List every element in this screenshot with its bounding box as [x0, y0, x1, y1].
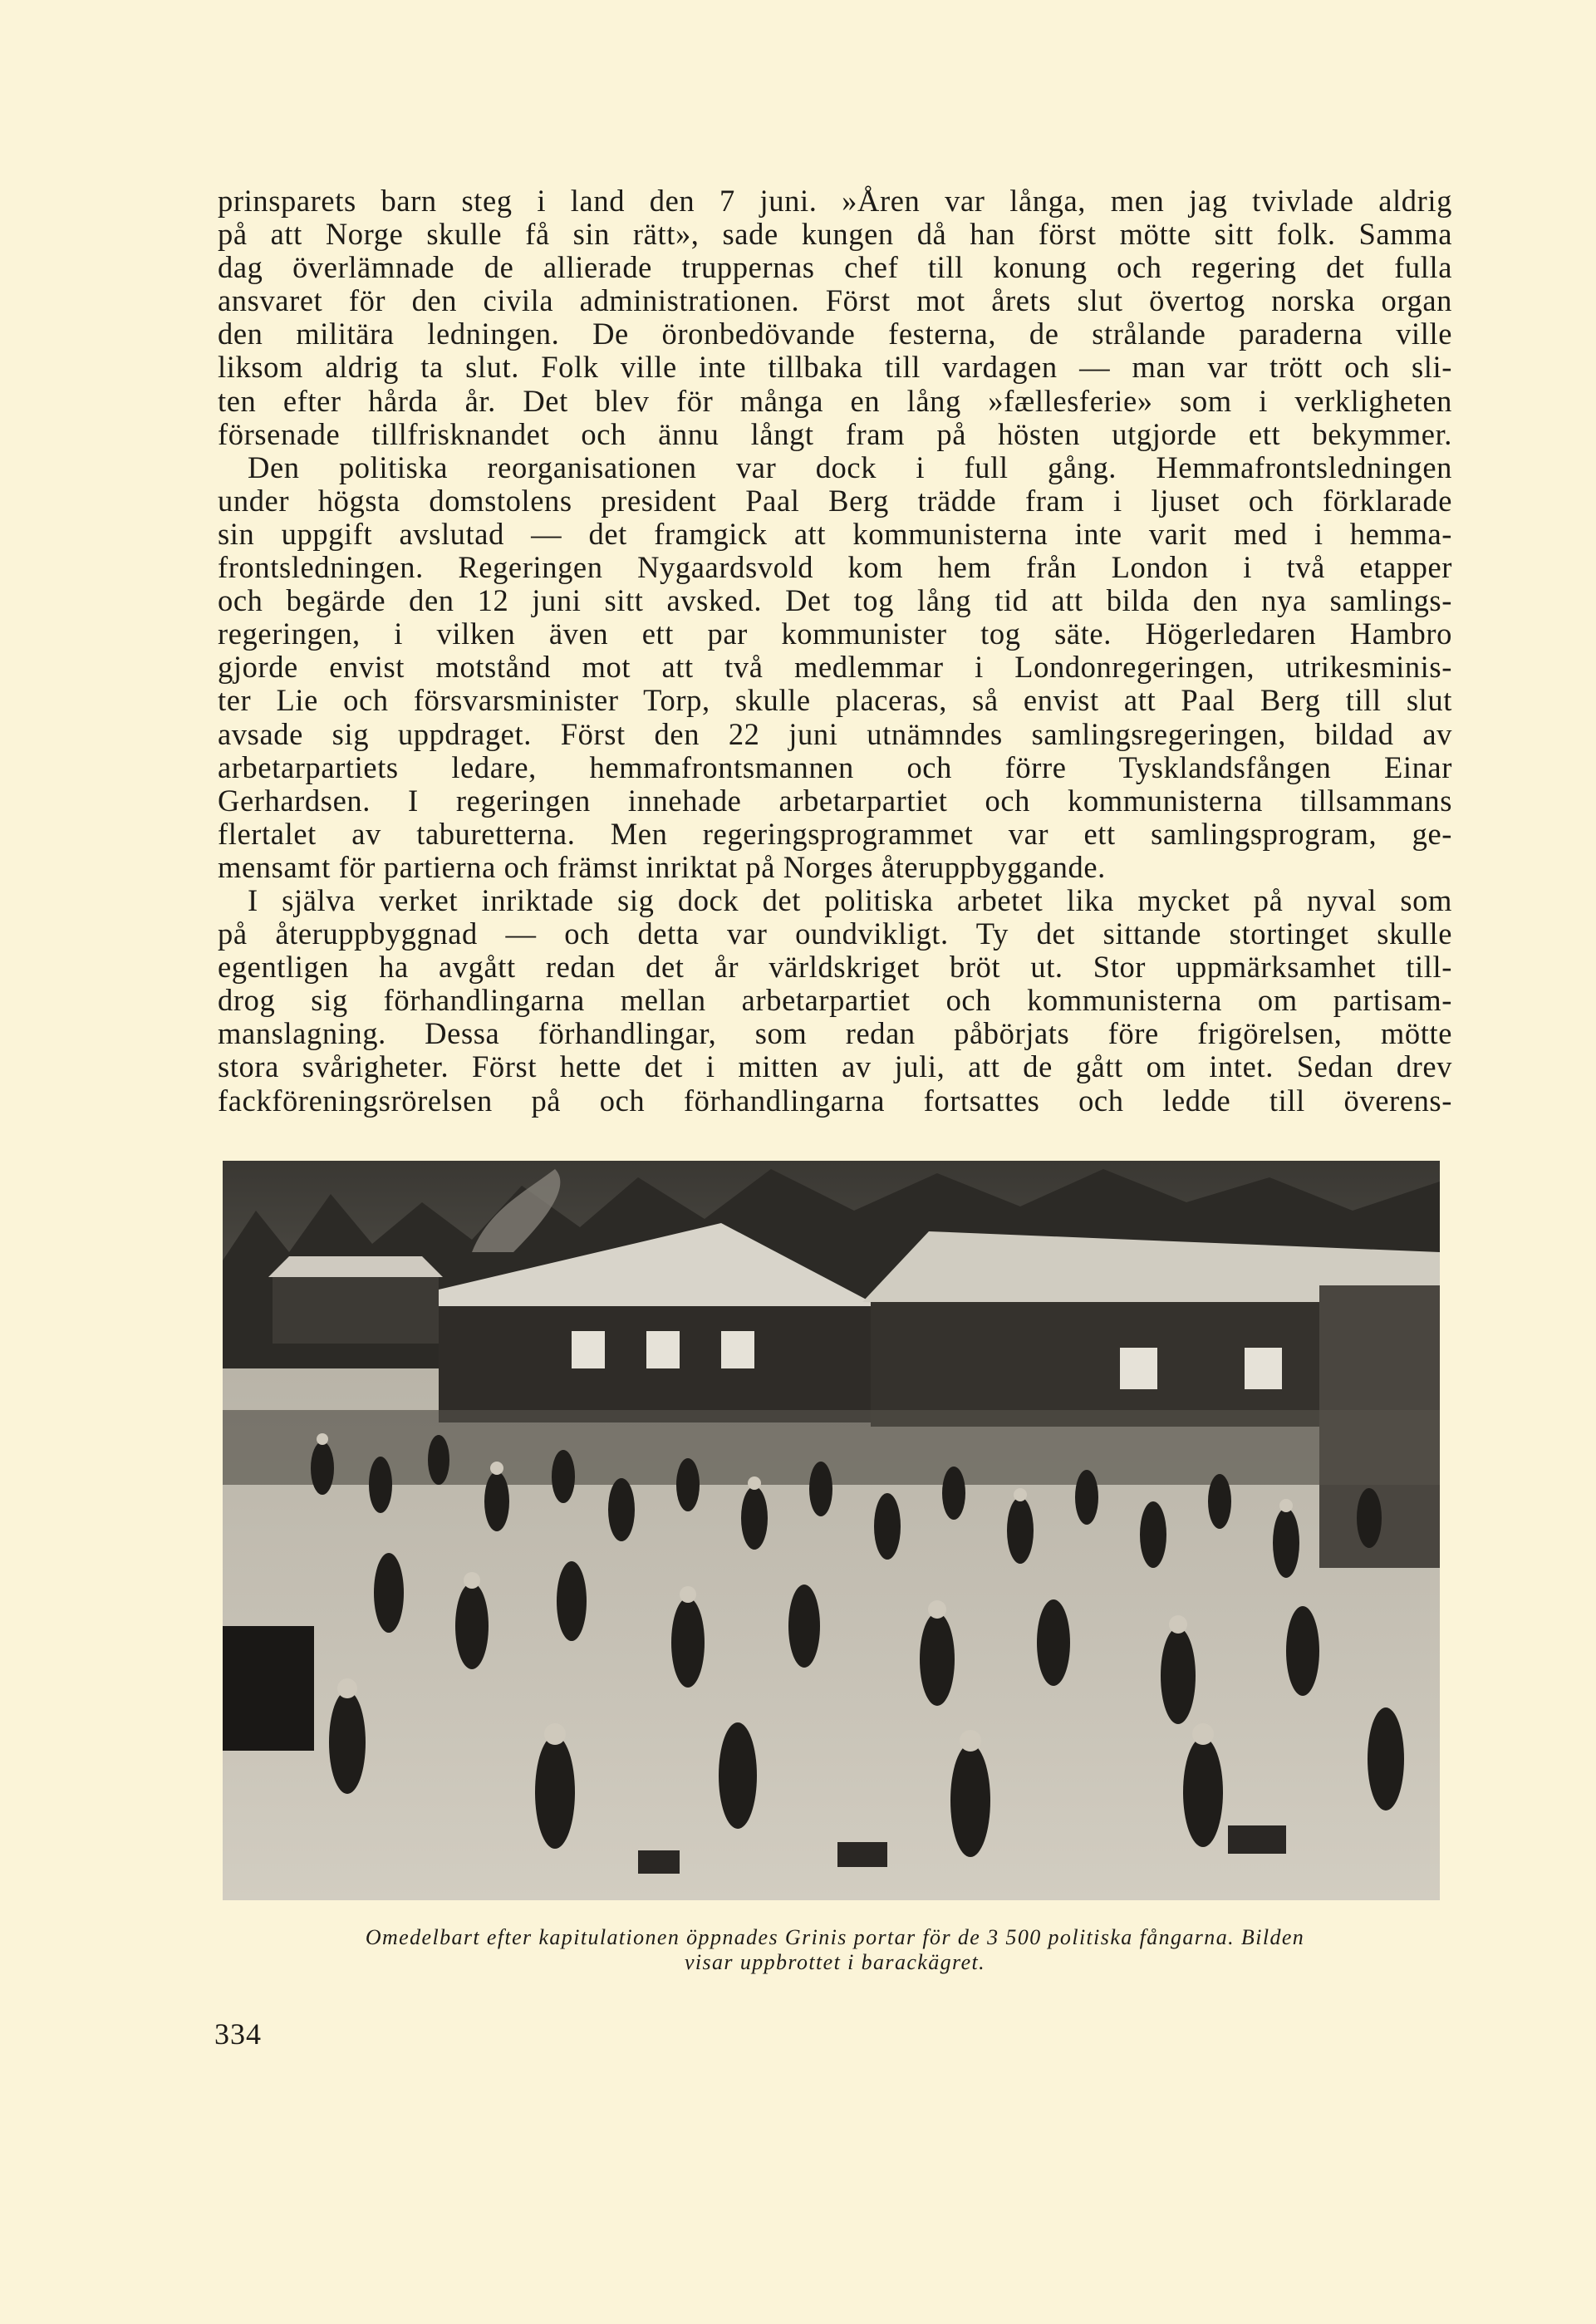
- page-number: 334: [214, 2017, 262, 2051]
- barrack-window: [1120, 1348, 1157, 1389]
- photo-prison-camp: [223, 1161, 1440, 1900]
- text-line: manslagning. Dessa förhandlingar, som redan påbörjats före frigörelsen, mötte: [218, 1016, 1452, 1051]
- text-line: prinsparets barn steg i land den 7 juni. »Åren var långa, men jag tvivlade aldrig: [218, 184, 1452, 218]
- barrack-distant: [273, 1277, 439, 1344]
- text-line: Gerhardsen. I regeringen innehade arbetarpartiet och kommunisterna tillsammans: [218, 783, 1452, 818]
- text-line: ter Lie och försvarsminister Torp, skulle placeras, så envist att Paal Berg till slut: [218, 683, 1452, 718]
- barrack-window: [721, 1331, 754, 1368]
- text-line: ten efter hårda år. Det blev för många en lång »fællesferie» som i verkligheten: [218, 383, 1452, 418]
- photo-caption: [218, 1925, 1452, 1975]
- parked-car: [223, 1626, 314, 1751]
- text-line: avsade sig uppdraget. Först den 22 juni utnämndes samlingsregeringen, bildad av: [218, 716, 1452, 751]
- text-line: mensamt för partierna och främst inriktat på Norges återuppbyggande.: [218, 849, 1106, 884]
- text-line: Den politiska reorganisationen var dock i full gång. Hemmafrontsledningen: [248, 450, 1452, 484]
- barrack-window: [646, 1331, 680, 1368]
- text-line: under högsta domstolens president Paal Berg trädde fram i ljuset och förklarade: [218, 483, 1452, 518]
- text-line: frontsledningen. Regeringen Nygaardsvold kom hem från London i två etapper: [218, 550, 1452, 585]
- barrack-window: [572, 1331, 605, 1368]
- text-line: liksom aldrig ta slut. Folk ville inte tillbaka till vardagen — man var trött och sli-: [218, 350, 1452, 385]
- text-line: drog sig förhandlingarna mellan arbetarpartiet och kommunisterna om partisam-: [218, 983, 1452, 1018]
- text-line: I själva verket inriktade sig dock det politiska arbetet lika mycket på nyval som: [248, 882, 1452, 917]
- text-line: regeringen, i vilken även ett par kommunister tog säte. Högerledaren Hambro: [218, 617, 1452, 651]
- photo-illustration: [223, 1161, 1440, 1900]
- body-text: [218, 184, 1452, 1118]
- text-line: egentligen ha avgått redan det år världskriget bröt ut. Stor uppmärksamhet till-: [218, 950, 1452, 985]
- caption-line: Omedelbart efter kapitulationen öppnades Grinis portar för de 3 500 politiska fångarna. Bilden: [365, 1925, 1305, 1949]
- text-line: sin uppgift avslutad — det framgick att kommunisterna inte varit med i hemma-: [218, 516, 1452, 551]
- caption-line: visar uppbrottet i barackägret.: [684, 1950, 986, 1974]
- text-line: försenade tillfrisknandet och ännu långt fram på hösten utgjorde ett bekymmer.: [218, 416, 1452, 451]
- text-line: fackföreningsrörelsen på och förhandlingarna fortsattes och ledde till överens-: [218, 1083, 1452, 1118]
- text-line: på att Norge skulle få sin rätt», sade kungen då han först mötte sitt folk. Samma: [218, 217, 1452, 252]
- text-line: dag överlämnade de allierade truppernas chef till konung och regering det fulla: [218, 250, 1452, 285]
- text-line: stora svårigheter. Först hette det i mitten av juli, att de gått om intet. Sedan drev: [218, 1049, 1452, 1084]
- text-line: på återuppbyggnad — och detta var oundvikligt. Ty det sittande stortinget skulle: [218, 916, 1452, 951]
- barrack-roof-distant: [268, 1256, 443, 1277]
- text-line: den militära ledningen. De öronbedövande festerna, de strålande paraderna ville: [218, 317, 1452, 351]
- text-line: flertalet av taburetterna. Men regeringsprogrammet var ett samlingsprogram, ge-: [218, 816, 1452, 851]
- text-line: gjorde envist motstånd mot att två medlemmar i Londonregeringen, utrikesminis-: [218, 650, 1452, 685]
- text-line: ansvaret för den civila administrationen. Först mot årets slut övertog norska organ: [218, 283, 1452, 318]
- text-line: och begärde den 12 juni sitt avsked. Det tog lång tid att bilda den nya samlings-: [218, 583, 1452, 618]
- text-line: arbetarpartiets ledare, hemmafrontsmannen och förre Tysklandsfången Einar: [218, 749, 1452, 784]
- barrack-window: [1245, 1348, 1282, 1389]
